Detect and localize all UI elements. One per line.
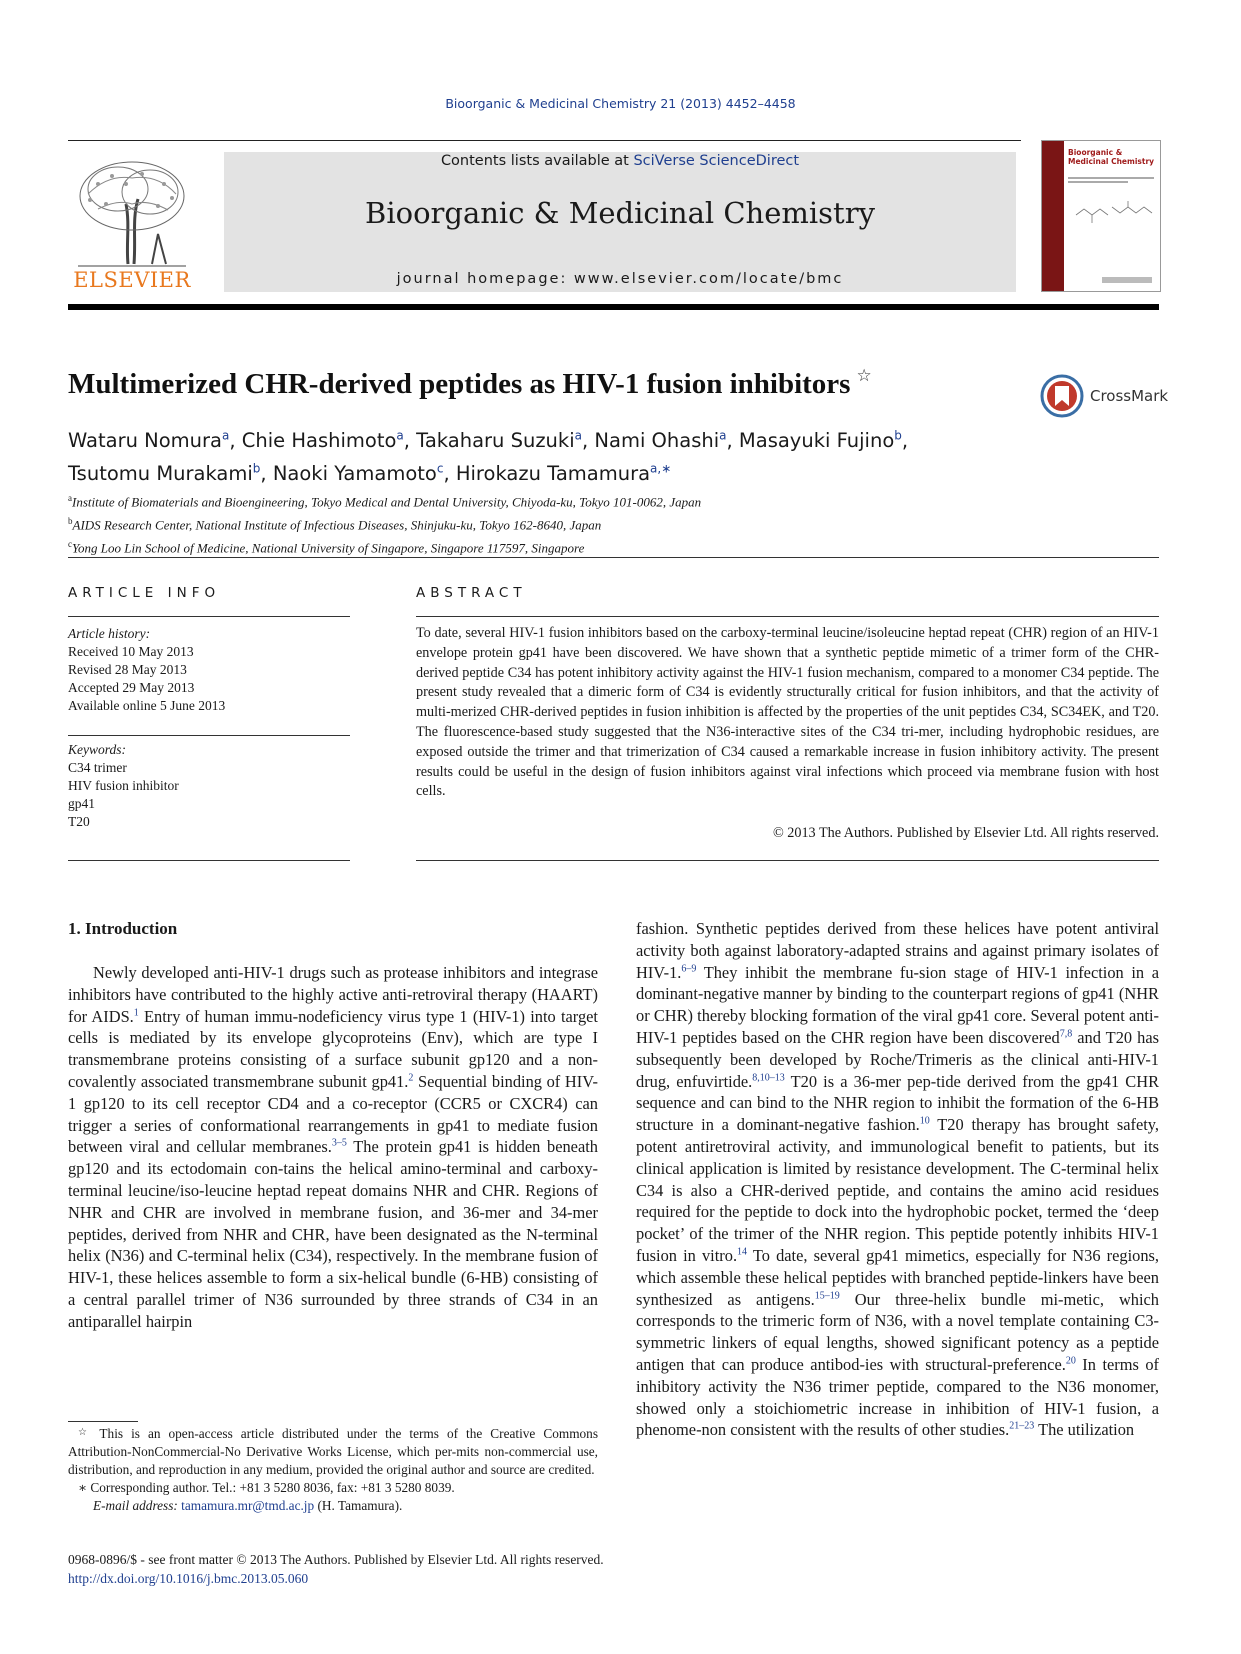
cover-footer [1102, 277, 1152, 283]
keywords-label: Keywords: [68, 742, 126, 757]
journal-citation[interactable]: Bioorganic & Medicinal Chemistry 21 (2013) 4452–4458 [445, 96, 796, 111]
keyword: gp41 [68, 796, 95, 811]
article-info-heading: ARTICLE INFO [68, 585, 221, 601]
body-column-left [68, 962, 598, 1333]
sciencedirect-link[interactable]: SciVerse ScienceDirect [633, 153, 800, 169]
author[interactable]: Takaharu Suzuki$^a$, [416, 428, 595, 452]
doi-link[interactable]: http://dx.doi.org/10.1016/j.bmc.2013.05.060 [68, 1571, 309, 1586]
cover-molecule-art [1072, 197, 1156, 227]
footnotes [68, 1424, 598, 1515]
affiliation: $^b$AIDS Research Center, National Institute of Infectious Diseases, Shinjuku-ku, Tokyo 162-8640, Japan [68, 515, 602, 533]
license-footnote: ☆ This is an open-access article distributed under the terms of the Creative Commons Attribution-NonCommercial-No Derivative Works License, which per-mits non-commercial use, distribution, and reproduction in any medium, provided the original author and source are credited. [68, 1426, 599, 1477]
introduction-heading: 1. Introduction [68, 919, 178, 938]
history-item: Available online 5 June 2013 [68, 698, 226, 713]
author-list [68, 421, 1068, 488]
abstract-heading: ABSTRACT [416, 585, 527, 601]
author[interactable]: Masayuki Fujino$^b$, [738, 428, 909, 452]
keywords [68, 741, 350, 831]
history-item: Accepted 29 May 2013 [68, 680, 195, 695]
intro-paragraph: fashion. Synthetic peptides derived from these helices have potent antiviral activity both against laboratory-adapted strains and against primary isolates of HIV-1.$^{6-9}$ They inhibit the membrane fu-sion stage of HIV-1 infection in a dominant-negative manner by binding to the counterpart regions of gp41 (NHR or CHR) thereby blocking formation of the viral gp41 core. Several potent anti-HIV-1 peptides based on the CHR region have been discovered$^{7,8}$ and T20 has subsequently been developed by Roche/Trimeris as the clinical anti-HIV-1 drug, enfuvirtide.$^{8,10-13}$ T20 is a 36-mer pep-tide derived from the gp41 CHR sequence and can bind to the NHR region to inhibit the formation of the 6-HB structure in a dominant-negative fashion.$^{10}$ T20 therapy has brought safety, potent antiretroviral activity, and immunological benefit to patients, but its clinical application is limited by resistance development. The C-terminal helix C34 is also a CHR-derived peptide, and contains the amino acid residues required for the peptide to dock into the hydrophobic pocket, termed the ‘deep pocket’ of the trimer of the NHR region. This peptide potently inhibits HIV-1 fusion in vitro.$^{14}$ To date, several gp41 mimetics, especially for N36 regions, which assemble these helical peptides with branched peptide-linkers have been synthesized as antigens.$^{15-19}$ Our three-helix bundle mi-metic, which corresponds to the trimeric form of N36, with a novel template containing C3-symmetric linkers of equal lengths, showed significant potency as a peptide antigen that can produce antibod-ies with structural-preference.$^{20}$ In terms of inhibitory activity the N36 trimer peptide, compared to the N36 monomer, showed only a stoichiometric increase in inhibition of HIV-1 fusion, a phenome-non consistent with the results of other studies.$^{21-23}$ The utilization [636, 919, 1160, 1440]
contents-prefix: Contents lists available at [440, 153, 634, 169]
email-link[interactable]: tamamura.mr@tmd.ac.jp [181, 1498, 315, 1513]
citation-ref[interactable]: 20 [1065, 1355, 1076, 1367]
citation-ref[interactable]: 21–23 [1009, 1420, 1035, 1432]
author[interactable]: Nami Ohashi$^a$, [594, 428, 739, 452]
citation-ref[interactable]: 3–5 [331, 1137, 347, 1149]
header-thick-rule [68, 304, 1159, 310]
keyword: T20 [68, 814, 90, 829]
crossmark-label: CrossMark [1090, 387, 1169, 405]
article-info-rule [68, 616, 350, 617]
citation-ref[interactable]: 10 [919, 1115, 930, 1127]
author[interactable]: Hirokazu Tamamura$^{a,∗}$ [455, 461, 672, 485]
crossmark-icon [1040, 374, 1084, 418]
body-column-right [636, 918, 1159, 1441]
author[interactable]: Tsutomu Murakami$^b$, [68, 461, 273, 485]
crossmark-badge[interactable] [1040, 374, 1169, 418]
header-rule [68, 140, 1021, 141]
citation-ref[interactable]: 7,8 [1059, 1028, 1073, 1040]
section-rule [68, 557, 1159, 558]
author[interactable]: Naoki Yamamoto$^c$, [272, 461, 456, 485]
article-title [68, 366, 872, 401]
title-text: Multimerized CHR-derived peptides as HIV-1 fusion inhibitors [68, 368, 851, 400]
abstract-rule [416, 616, 1159, 617]
cover-subtitle-lines [1068, 175, 1154, 185]
citation-ref[interactable]: 1 [133, 1007, 139, 1019]
intro-paragraph: Newly developed anti-HIV-1 drugs such as protease inhibitors and integrase inhibitors have contributed to the highly active anti-retroviral therapy (HAART) for AIDS.$^1$ Entry of human immu-nodeficiency virus type 1 (HIV-1) into target cells is mediated by its envelope glycoproteins (Env), which are type I transmembrane proteins consisting of a surface subunit gp120 and a non-covalently associated transmembrane subunit gp41.$^2$ Sequential binding of HIV-1 gp120 to its cell receptor CD4 and a co-receptor (CCR5 or CXCR4) can trigger a series of conformational rearrangements in gp41 to mediate fusion between viral and cellular membranes.$^{3-5}$ The protein gp41 is hidden beneath gp120 and its ectodomain con-tains the helical amino-terminal and carboxy-terminal leucine/iso-leucine heptad repeat domains NHR and CHR. Regions of NHR and CHR are involved in membrane fusion, and 36-mer and 34-mer peptides, derived from NHR and CHR, have been designated as the N-terminal helix (N36) and C-terminal helix (C34), respectively. In the membrane fusion of HIV-1, these helices assemble to form a six-helical bundle (6-HB) consisting of a central parallel trimer of N36 surrounded by three strands of C34 in an antiparallel hairpin [68, 963, 598, 1331]
corresponding-footnote: ∗ Corresponding author. Tel.: +81 3 5280 8036, fax: +81 3 5280 8039. [78, 1480, 455, 1495]
affiliation: $^a$Institute of Biomaterials and Bioengineering, Tokyo Medical and Dental University, Chiyoda-ku, Tokyo 101-0062, Japan [68, 493, 702, 510]
cover-title: Bioorganic & Medicinal Chemistry [1068, 148, 1155, 166]
author[interactable]: Wataru Nomura$^a$, [68, 428, 242, 452]
history-item: Revised 28 May 2013 [68, 662, 187, 677]
contents-line [224, 153, 1016, 169]
citation-ref[interactable]: 2 [408, 1072, 414, 1084]
citation-ref[interactable]: 14 [737, 1246, 748, 1258]
citation-ref[interactable]: 15–19 [814, 1290, 840, 1302]
cover-band [1042, 141, 1064, 291]
article-info-rule [68, 860, 350, 861]
affiliations [68, 489, 1068, 557]
abstract-copyright: © 2013 The Authors. Published by Elsevier Ltd. All rights reserved. [772, 825, 1159, 841]
page-footer [68, 1550, 868, 1588]
elsevier-wordmark: ELSEVIER [73, 268, 191, 292]
abstract-text: To date, several HIV-1 fusion inhibitors based on the carboxy-terminal leucine/isoleucine heptad repeat (CHR) region of an HIV-1 envelope protein gp41 have been discovered. We have shown that a synthetic peptide mimetic of a trimer form of the CHR-derived peptide C34 has potent inhibitory activity against the HIV-1 fusion mechanism, compared to a monomer C34 peptide. The present study revealed that a dimeric form of C34 is evidently structurally critical for fusion inhibitors, and that the activity of multi-merized CHR-derived peptides in fusion inhibition is affected by the properties of the unit peptides C34, SC34EK, and T20. The fluorescence-based study suggested that the N36-interactive sites of the C34 tri-mer, including hydrophobic residues, are exposed outside the trimer and that trimerization of C34 caused a remarkable increase in fusion inhibitory activity. The present results could be useful in the design of fusion inhibitors against viral infections which proceed via membrane fusion with host cells. [416, 625, 1159, 800]
article-info-rule [68, 735, 350, 736]
journal-name: Bioorganic & Medicinal Chemistry [365, 196, 875, 230]
citation-ref[interactable]: 8,10–13 [752, 1072, 785, 1084]
author[interactable]: Chie Hashimoto$^a$, [241, 428, 417, 452]
email-footnote: E-mail address: tamamura.mr@tmd.ac.jp (H. Tamamura). [93, 1498, 403, 1513]
journal-cover-thumbnail[interactable] [1041, 140, 1161, 292]
keyword: C34 trimer [68, 760, 127, 775]
title-footnote-star[interactable]: ☆ [856, 366, 872, 385]
journal-homepage[interactable]: journal homepage: www.elsevier.com/locate/bmc [396, 271, 844, 287]
keyword: HIV fusion inhibitor [68, 778, 179, 793]
abstract-rule [416, 860, 1159, 861]
history-label: Article history: [68, 626, 151, 641]
article-history [68, 625, 350, 715]
history-item: Received 10 May 2013 [68, 644, 194, 659]
citation-ref[interactable]: 6–9 [681, 963, 697, 975]
footnote-rule [68, 1421, 138, 1422]
issn-line: 0968-0896/$ - see front matter © 2013 The Authors. Published by Elsevier Ltd. All rights reserved. [68, 1552, 604, 1567]
affiliation: $^c$Yong Loo Lin School of Medicine, National University of Singapore, Singapore 117597, Singapore [68, 538, 585, 555]
